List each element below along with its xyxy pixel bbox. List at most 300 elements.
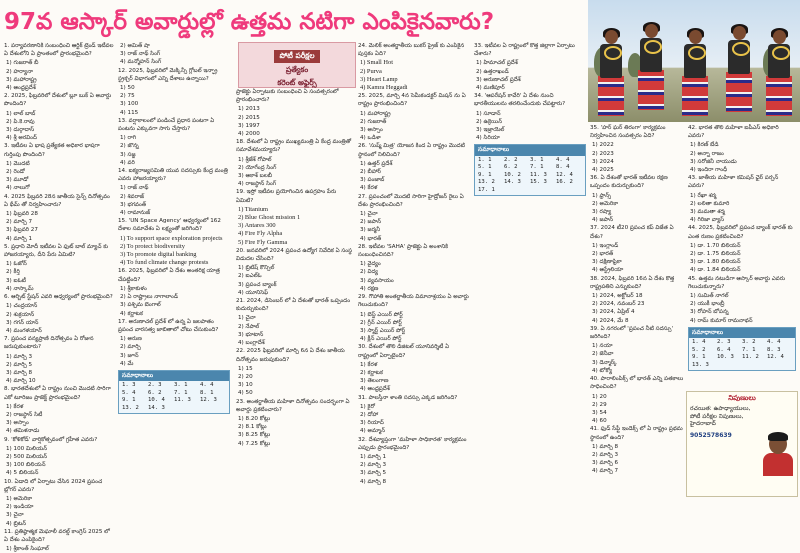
option-text: 2) మార్చి [120,344,141,351]
option-text: 2) జపాన్ [360,219,382,226]
option-text: 1) హిమాచల్ ప్రదేశ్ [476,60,518,67]
question-text: 8. భారతదేశంలో ఏ రాష్ట్రం నుంచి మొదటి సారిగా ఎకో టూరిజం ప్రాజెక్ట్ ప్రారంభమైంది? [4,386,111,401]
answer-cell: 2. 3 [148,382,162,389]
option-text: 4) 2025 [592,167,614,174]
question-item [358,343,470,393]
option-text: 4) రాజస్థాన్ సింగ్ [238,181,277,188]
option-text: 4) 60 [592,418,607,425]
answer-cell: 9. 1 [122,397,136,404]
question-item [4,293,114,335]
answer-cell: 13. 2 [478,179,495,186]
option-text: 1) రాగి [120,135,137,142]
author-phone: 9052578639 [690,431,732,439]
option-text: 4) సిరియా [476,135,500,142]
question-item [236,188,354,246]
option-text: 4) మార్చి 8 [360,478,387,485]
option-text: 3) రష్యా [592,209,612,216]
option-text: 2) బీహార్ [360,169,381,176]
question-text: 12. 2025, ఫిబ్రవరిలో మెక్కిన్సీ గ్లోబల్ ఇన్ఫ్రా స్ట్రక్చర్ విభాగంలో ఎన్ని దేశాలు ఉన్నాయి? [118,67,218,82]
answer-cell: 8. 1 [200,389,214,396]
option-text: 1) ఉత్తర్ ప్రదేశ్ [360,160,393,167]
option-text: 3) రోహన్ బోపన్న [690,309,729,316]
question-item [236,88,354,138]
option-text: 2) దోహా [360,411,379,418]
answer-cell: 5. 4 [122,389,136,396]
option-text: 2) మార్చి 3 [592,451,619,458]
answer-table [688,327,796,371]
option-text: 4) నాస్కామ్ [6,285,34,292]
option-text: 1) కిరణ్ బేడి [690,142,719,149]
question-text: 35. 'హర్ ఘర్ తిరంగా' కార్యక్రమం నిర్వహించిన సంవత్సరం ఏది? [590,125,666,140]
option-text: 3) ఇజ్రాయెల్ [476,127,505,134]
question-item [590,174,684,224]
option-text: 2) ఉక్రెయిన్ [476,118,503,125]
question-item [4,243,114,293]
option-text: 1) నయా [592,343,613,350]
question-text: 13. వర్షాకాలంలో పండించే ప్రధాన పంటగా ఏ పంటను ఎక్కువగా సాగు చేస్తారు? [118,117,215,133]
answer-cell: 1. 3 [122,382,136,389]
answer-cell: 4. 4 [556,156,570,163]
answer-cell: 3. 1 [174,382,188,389]
option-text: 3) 10 [238,382,253,389]
option-text: 1) చైనా [360,211,378,218]
option-text: 1) 100 మిలియన్ [6,445,48,452]
question-item [236,247,354,297]
option-text: 2) 2023 [592,150,614,157]
question-item [590,224,684,274]
option-text: 4) మణిపూర్ [476,85,505,92]
option-text: 1) Small Hot [360,59,394,67]
question-text: 33. ఇటీవల ఏ రాష్ట్రంలో కొత్త జిల్లాగా ఏర్పాటు చేశారు? [474,43,575,58]
option-text: 3) చైనా [6,512,24,519]
answer-cell [742,362,767,370]
option-text: 4) బ్రిటన్ [6,520,27,527]
option-text: 4) 5 బిలియన్ [6,470,39,477]
question-item [358,243,470,293]
question-text: 3. ఇటీవల ఏ భాష ప్రత్యేకత అధికార భాషగా గుర్తింపు పొందింది? [4,143,100,158]
option-text: 4) డా. 1.84 బిలియన్ [690,267,741,274]
option-text: 3) ఆకాశ్ బలబీ [238,173,273,180]
option-text: 1) అమెరికా [6,495,33,502]
answer-cell: 10. 4 [148,397,165,404]
question-item [358,142,470,192]
option-text: 2) భారత్ [592,251,614,258]
question-text: 14. ఐక్యరాజ్యసమితి యువ సదస్సుకు కేంద్ర మంత్రి ఎవరు హాజరయ్యారు? [118,168,228,183]
option-text: 2) Blue Ghost mission 1 [238,214,301,222]
option-text: 1) లాల్ బాబ్ [6,110,36,117]
answer-cell [200,405,226,413]
question-text: 5. ప్రధాని మోదీ ఇటీవల ఏ ఫుట్ బాల్ మ్యాచ్ కు హాజరయ్యారు, దీని పేరు ఏమిటి? [4,243,109,259]
option-text: 3) Antares 300 [238,222,276,230]
option-text: 2) నేపాల్ [238,323,260,330]
answer-cell: 11. 3 [530,171,547,178]
option-text: 1) మొదటి [6,160,30,167]
option-text: 1) ఇంగ్లాండ్ [592,242,619,249]
answer-cell [504,187,530,195]
option-text: 1) 8.20 కోట్లు [238,415,271,422]
answer-table-title: సమాధానాలు [475,145,585,155]
answer-cell: 1. 4 [692,339,706,346]
question-text: 42. భారత తొలి మహిళా ఐపీఎస్ అధికారి ఎవరు? [688,125,779,140]
author-name: నిపుణులు [728,394,756,402]
question-text: 23. అంతర్జాతీయ మహిళా దినోత్సవం సందర్భంగా ఏ అవార్డు ప్రకటించారు? [236,398,350,413]
option-text: 3) గగన్ యాన్ [6,319,39,326]
option-text: 4) ఆంధ్రప్రదేశ్ [6,85,36,92]
answer-cell: 5. 1 [478,164,492,171]
option-text: 2) 29 [592,401,607,408]
option-text: 4) ఒడిశా [360,135,381,142]
option-text: 4) Kamra Heggadi [360,84,408,92]
option-text: 4) 115 [120,109,139,116]
option-text: 4) కర్ణాటక [120,310,143,317]
question-item [590,425,684,475]
option-text: 2) రాజస్థాన్ సిటీ [6,411,43,418]
option-text: 1) 15 [238,365,253,372]
question-text: 45. ఉత్తమ నటుడిగా ఆస్కార్ అవార్డు ఎవరు గెలుచుకున్నారు? [688,275,785,290]
question-item [590,275,684,325]
option-text: 1) చైనా [238,315,256,322]
question-item [236,398,354,448]
option-text: 3) 100 బిలియన్ [6,462,46,469]
option-text: 3) 54 [592,409,607,416]
question-column-1 [4,42,114,553]
question-column-2 [118,42,230,414]
option-text: 2) అమిత్ షా [120,43,150,49]
option-text: 3) మార్చి 5 [360,470,387,477]
option-text: 4) మార్చి 10 [6,378,36,385]
question-item [4,528,114,553]
question-text: 11. ప్రతిష్ఠాత్మక మెఘాలీ వరల్డ్ కాంగ్రెస్ 2025 లో ఏ దేశం ఎంపికైంది? [4,528,110,543]
option-text: 2) మార్చి 7 [6,219,33,226]
answer-cell: 12. 3 [200,397,217,404]
option-text: 3) సజ్జ [120,151,136,158]
option-text: 3) మూడో [6,177,29,184]
option-text: 3) Heart Lamp [360,75,398,83]
option-text: 1) Titanium [238,205,269,213]
option-text: 2) జొన్న [120,143,139,150]
option-text: 3) To promote digital banking [120,251,197,259]
option-text: 2) కర్ణాటక [360,369,383,376]
option-text: 1) మార్చి 8 [592,443,619,450]
answer-cell: 2. 3 [717,339,731,346]
question-column-5 [474,42,586,196]
option-text: 1) చంద్రయాన్ [6,303,38,310]
answer-cell: 10. 2 [504,171,521,178]
answer-cell: 10. 3 [717,354,734,361]
option-text: 4) Fire Fly Alpha [238,230,283,238]
question-item [118,267,230,317]
option-text: 3) 2024, ఏప్రిల్ 4 [592,309,635,316]
answer-cell: 7. 1 [174,389,188,396]
option-text: 4) వరి [120,159,135,166]
option-text: 3) దక్షిణాఫ్రికా [592,259,622,266]
option-text: 1) ఓజోన్ [6,261,27,268]
question-text: 24. మెలిక్ అంతర్జాతీయ బుకర్ ప్రైజ్ కు ఎంపికైన పుస్తకం ఏది? [358,43,465,58]
option-text: 1) బెస్ట్ ఎయిర్ పోర్ట్ [360,311,403,318]
option-text: 3) ప్రపంచ బ్యాంక్ [238,281,277,288]
option-text: 2) మార్చి 3 [360,462,387,469]
option-text: 3) పశ్చిమ బెంగాల్ [120,302,161,309]
question-item [358,436,470,486]
question-item [358,193,470,243]
answer-cell [174,405,200,413]
option-text: 4) మే [120,360,134,367]
option-text: 1) To support space exploration projects [120,234,223,242]
option-text: 2) To protect biodiversity [120,242,185,250]
option-text: 4) బంగ్లాదేశ్ [238,340,265,347]
option-text: 1) కైరో [360,403,375,410]
question-item [688,174,796,224]
question-text: 22. 2025 ఫిబ్రవరిలో మార్చి 6న ఏ దేశం జాతీయ దినోత్సవం జరుపుకుంది? [236,348,345,363]
answer-cell: 13. 3 [692,361,709,368]
option-text: 2) డా. 1.75 బిలియన్ [690,251,741,258]
question-text: 26. 'సుష్మ్ మిత్ర' యోజన కింద ఏ రాష్ట్రం మొదటి స్థానంలో నిలిచింది? [358,143,465,158]
option-text: 2) గ్రీన్ ఎయిర్ పోర్ట్ [360,319,402,326]
answer-cell: 12. 4 [767,354,784,361]
option-text: 3) జూన్ [120,352,139,359]
option-text: 3) స్మార్ట్ ఎయిర్ పోర్ట్ [360,327,406,334]
answer-cell [717,362,742,370]
question-text: 4. 2025 ఫిబ్రవరి 28న జాతీయ సైన్స్ దినోత్సవం ఏ థీమ్ తో నిర్వహించారు? [4,193,110,208]
question-text: 32. దేశవ్యాప్తంగా 'మహిళా సాధికారత' కార్యక్రమం ఎప్పుడు ప్రారంభమైంది? [358,436,467,451]
answer-cell: 13. 2 [122,404,139,411]
option-text: 1) డా. 1.70 బిలియన్ [690,242,741,249]
question-item [474,92,586,142]
answer-cell: 5. 2 [692,346,706,353]
option-text: 1) రేఖా శర్మ [690,192,717,199]
answer-cell: 4. 4 [767,339,781,346]
option-text: 4) 2024, మే 8 [592,317,629,324]
question-text: 41. ఫుడ్ సేఫ్టీ ఇండెక్స్ లో ఏ రాష్ట్రం ప్రథమ స్థానంలో ఉంది? [590,426,683,441]
option-text: 2) జెనీవా [592,351,614,358]
option-text: 2) అన్నా రాజం [690,150,724,157]
option-text: 1) ఫ్రాన్స్ [592,192,612,199]
option-text: 4) ఇందిరా గాంధీ [690,167,728,174]
option-text: 3) ఐఓటీ [6,277,26,284]
option-text: 2) శివరాజ్ [120,193,144,200]
option-text: 1) రాజ్ నాథ్ [120,185,149,192]
option-text: 2) విద్య [360,269,378,276]
answer-cell [556,187,582,195]
option-text: 2) శుక్రయాన్ [6,311,35,318]
question-item [4,335,114,385]
option-text: 1) శ్రీకాంత్ సింఘాల్ [6,546,49,553]
question-text: 28. ఇటీవల 'SAHA' ప్రాజెక్టు ఏ అంశానికి సంబంధించినది? [358,243,449,259]
badge-section: కరెంట్ అఫైర్స్ [277,78,317,87]
question-text: 25. 2025, మార్చి 4న సెమీకండక్టర్ మిషన్ ను ఏ రాష్ట్రం ప్రారంభించింది? [358,93,466,108]
option-text: 3) పంజాబ్ [360,177,385,184]
badge-subtitle: ప్రత్యేకం [285,65,309,74]
option-text: 2) 2015 [238,114,260,121]
question-text: 31. పాలస్తీనా శాంతి సదస్సు ఎక్కడ జరిగింది? [358,394,458,401]
option-text: 3) వ్యవసాయం [360,277,394,284]
question-item [4,42,114,92]
question-text: 36. ఏ దేశంతో భారత్ ఇటీవల రక్షణ ఒప్పందం కుదుర్చుకుంది? [590,175,668,190]
option-text: 1) మార్చి 1 [360,453,387,460]
option-text: 4) ఆస్ట్రేలియా [592,267,624,274]
question-text: 30. దేశంలో తొలి డిజిటల్ యూనివర్శిటీ ఏ రాష్ట్రంలో ఏర్పాటైంది? [358,344,450,359]
question-item [590,375,684,425]
option-text: 2) మార్చి 5 [6,361,33,368]
question-text: 34. 'ఆపరేషన్ కావేరి' ఏ దేశం నుంచి భారతీయులను తరలించేందుకు చేపట్టారు? [474,93,566,108]
question-item [4,193,114,243]
question-columns [0,42,800,553]
question-item [118,67,230,117]
headline: 97వ ఆస్కార్ అవార్డుల్లో ఉత్తమ నటిగా ఎంపికైనవారు? [4,9,495,35]
option-text: 2) 500 మిలియన్ [6,453,48,460]
option-text: 3) రాజ్ నాథ్ సింగ్ [120,51,161,58]
question-text: 40. పారాలింపిక్స్ లో భారత్ ఎన్ని పతకాలు సాధించింది? [590,376,684,391]
answer-cell [530,187,556,195]
answer-cell [767,362,792,370]
question-item [236,297,354,347]
answer-cell: 14. 3 [504,179,521,186]
question-text: 27. ప్రపంచంలో మొదటి సారిగా హైడ్రోజన్ రైలు ఏ దేశం ప్రారంభించింది? [358,193,464,208]
question-text: 10. ఏడాది లో ఏర్పాటు చేసిన 2024 ప్రపంచ బ్లోగర్ ఎవరు? [4,478,103,493]
question-item [236,347,354,397]
question-item [118,42,230,67]
option-text: 2) కీర్తి [6,269,20,276]
option-text: 1) బ్రిటిష్ కౌన్సిల్ [238,265,275,272]
option-text: 3) జర్మనీ [360,227,381,234]
option-text: 3) ఫిబ్రవరి 27 [6,227,38,234]
option-text: 1) 2022 [592,142,614,149]
avatar [761,432,795,476]
option-text: 3) తెలంగాణ [360,378,389,385]
option-text: 1) ఫిబ్రవరి 28 [6,211,38,218]
option-text: 4) భారత్ [360,235,382,242]
option-text: 3) 100 [120,101,139,108]
question-item [590,124,684,174]
badge-title: పోటీ పరీక్షల [274,50,319,63]
option-text: 4) 2000 [238,131,260,138]
option-text: 4) రామ్ కుమార్ రామనాథన్ [690,317,753,324]
answer-cell: 7. 1 [530,164,544,171]
question-item [688,275,796,325]
option-text: 3) 2024 [592,158,614,165]
option-text: 1) శ్రీజేశ్ గోపాల్ [238,156,272,163]
option-text: 3) మార్చి 8 [6,369,33,376]
question-text: 18. దేశంలో ఏ రాష్ట్రం ముఖ్యమంత్రి ఏ కేంద్ర మంత్రితో సమావేశమయ్యారు? [236,139,352,154]
option-text: 3) భూటాన్ [238,331,264,338]
option-text: 1) వైద్యం [360,261,381,268]
question-text: 20. జనవరిలో 2024 ప్రపంచ ఉద్యోగ నివేదిక ఏ సంస్థ విడుదల చేసింది? [236,247,353,263]
option-text: 3) దుర్గాదాస్ [6,127,35,134]
question-item [358,293,470,343]
option-text: 3) అస్సాం [6,420,29,427]
question-text: ప్రాజెక్టు ఏర్పాటుకు సంబంధించి ఏ సంవత్సరంలో ప్రారంభించారు? [236,89,339,104]
option-text: 4) తమిళనాడు [6,428,40,435]
question-item [688,124,796,174]
question-item [4,142,114,192]
question-text: 19. ఇస్రో ఇటీవల ప్రయోగించిన ఉపగ్రహం పేరు ఏమిటి? [236,189,337,204]
option-text: 1) కేరళ [360,361,378,368]
question-text: 2. 2025, ఫిబ్రవరిలో దేశంలో బ్లూ బుక్ ఏ అవార్డు పొందింది? [4,93,112,108]
question-item [358,394,470,436]
option-text: 4) మన్మోహన్ సింగ్ [120,59,162,66]
option-text: 2) యోగేంద్ర సింగ్ [238,164,277,171]
answer-cell: 8. 4 [556,164,570,171]
option-text: 4) శ్రీ అరవింద్ [6,135,37,142]
option-text: 2) లలితా కుమారి [690,200,730,207]
answer-cell: 3. 1 [530,156,544,163]
question-text: 39. ఏ నగరంలో 'ప్రపంచ నీటి సదస్సు' జరిగింది? [590,325,673,341]
option-text: 4) మార్చి 7 [592,468,619,475]
question-item [236,138,354,188]
question-text: 37. 2024 టీ20 ప్రపంచ కప్ విజేత ఏ దేశం? [590,225,674,240]
answer-cell: 7. 1 [742,346,756,353]
option-text: 4) గిరిజా వ్యాస్ [690,217,725,224]
question-item [358,92,470,142]
option-text: 1) గుజరాత్ బీ [6,60,39,67]
option-text: 4) మార్చి 1 [6,235,33,242]
option-text: 2) 20 [238,373,253,380]
answer-table-title: సమాధానాలు [689,328,795,338]
question-item [474,42,586,92]
answer-cell: 8. 3 [767,346,781,353]
option-text: 3) రియాద్ [360,420,384,427]
option-text: 4) 50 [238,390,253,397]
question-item [688,224,796,274]
option-text: 1) మార్చి 3 [6,353,33,360]
question-text: 29. గౌహాతి అంతర్జాతీయ విమానాశ్రయం ఏ అవార్డు గెలుచుకుంది? [358,294,469,309]
option-text: 2) Purva [360,67,382,75]
question-item [118,217,230,267]
option-text: 1) 20 [592,393,607,400]
question-item [4,436,114,478]
answer-table [474,144,586,196]
option-text: 4) రక్షణ [360,285,379,292]
option-text: 3) డెన్మార్క్ [592,359,617,366]
option-text: 2) 2024, నవంబర్ 23 [592,301,645,308]
question-text: 7. ప్రపంచ వన్యప్రాణి దినోత్సవం ఏ రోజున జరుపుకుంటారు? [4,336,94,351]
option-text: 3) అస్సాం [360,127,383,134]
answer-cell: 17. 1 [478,186,495,193]
answer-table-title: సమాధానాలు [119,371,229,381]
option-text: 3) 8.25 కోట్లు [238,432,271,439]
answer-table [118,370,230,414]
option-text: 1) మహారాష్ట్ర [360,110,391,117]
option-text: 2) యుకీ భాంబ్రీ [690,301,725,308]
question-text: 6. ఆర్బిట్ స్టేషన్ ఎవరి ఆధ్వర్యంలో ప్రారంభమైంది? [4,294,113,301]
question-column-6 [590,124,684,476]
answer-cell: 3. 2 [742,339,756,346]
option-text: 3) మహారాష్ట్ర [6,76,37,83]
answer-cell: 14. 3 [148,404,165,411]
answer-cell: 9. 1 [478,171,492,178]
option-text: 4) టోక్యో [592,367,613,374]
option-text: 1) సూడాన్ [476,110,501,117]
option-text: 1) 2024, అక్టోబర్ 18 [592,293,643,300]
question-text: 9. 'కోళికోడ్' వార్షికోత్సవంలో గ్రహీత ఎవరు? [4,436,98,443]
option-text: 4) జపాన్ [592,217,614,224]
answer-cell: 9. 1 [692,354,706,361]
option-text: 4) యూనిసెఫ్ [238,289,269,296]
answer-cell: 1. 1 [478,156,492,163]
option-text: 3) భగవంత్ [120,201,147,208]
question-text: 17. అరుణాచల్ ప్రదేశ్ లో ఉన్న ఏ జలపాతం ప్రపంచ వారసత్వ జాబితాలో చోటు చేసుకుంది? [118,318,219,333]
option-text: 3) మమతా శర్మ [690,209,725,216]
question-item [118,117,230,167]
option-text: 2) 8.1 కోట్లు [238,424,267,431]
option-text: 4) మంగళయాన్ [6,327,42,334]
question-text: 16. 2025, ఫిబ్రవరిలో ఏ దేశం అంతరిక్ష యాత్ర చేపట్టింది? [118,268,220,283]
question-text: 15. 'UN Space Agency' ఆధ్వర్యంలో 162 దేశాల సమావేశం ఏ లక్ష్యంతో జరిగింది? [118,218,221,233]
option-text: 2) ఉత్తరాఖండ్ [476,68,509,75]
question-item [358,42,470,92]
question-item [4,385,114,435]
question-text: 38. 2024, ఫిబ్రవరి 16న ఏ దేశం కొత్త రాష్ట్రపతిని ఎన్నుకుంది? [590,275,675,290]
